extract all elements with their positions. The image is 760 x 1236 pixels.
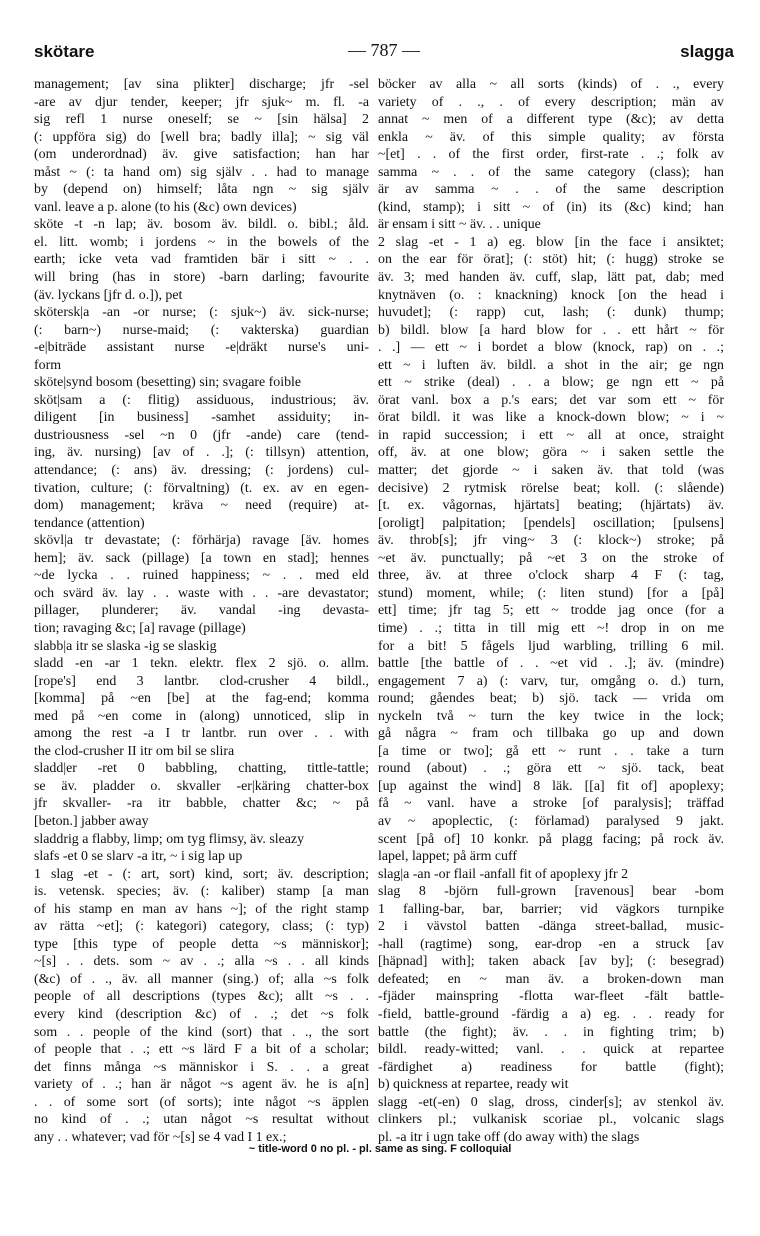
entry-line: -hall (ragtime) song, ear-drop -en a struck [av	[378, 936, 724, 952]
entry-line: [t. ex. vågornas, hjärtats] beating; (hjärtats) äv.	[378, 498, 724, 514]
entry-line: of people that . .; ett ~s lärd F a bit of a scholar;	[34, 1042, 369, 1058]
entry-line: pl. -a itr i ugn take off (do away with) the slags	[378, 1129, 640, 1145]
entry-line: (&c) of . ., äv. all manner (sing.) of; alla ~s folk	[34, 971, 369, 987]
entry-line: skövl|a tr devastate; (: förhärja) ravage [äv. homes	[34, 533, 369, 549]
entry-line: slag|a -an -or flail -anfall fit of apoplexy jfr 2	[378, 866, 629, 882]
entry-line: dustriousness -sel ~n 0 (jfr -ande) care (tend-	[34, 427, 369, 443]
entry-line: det finns många ~s människor i S. . . a great	[34, 1059, 369, 1075]
entry-line: attendance; (: ans) äv. dressing; (: jordens) cul-	[34, 463, 369, 479]
entry-line: [häpnad] with]; taken aback [av by]; (: besegrad)	[378, 954, 724, 970]
entry-line: enkla ~ äv. of this simple quality; av första	[378, 129, 724, 145]
entry-line: dom) management; kräva ~ need (require) at-	[34, 498, 369, 514]
footnote: ~ title-word 0 no pl. - pl. same as sing. F colloquial	[248, 1143, 512, 1155]
entry-line: people of all descriptions (types &c); allt ~s . .	[34, 989, 369, 1005]
entry-line: tion; ravaging &c; [a] ravage (pillage)	[34, 620, 246, 636]
entry-line: slabb|a itr se slaska -ig se slaskig	[34, 638, 217, 654]
entry-line: gå några ~ fram och tillbaka go up and down	[378, 726, 724, 742]
entry-line: -field, battle-ground -färdig a a) eg. . . ready for	[378, 1006, 724, 1022]
entry-line: tivation, culture; (: förvaltning) (t. ex. av en egen-	[34, 480, 369, 496]
entry-line: ett] time; jfr tag 5; ett ~ trodde jag once (for a	[378, 603, 724, 619]
entry-line: slag 8 -björn full-grown [ravenous] bear -bom	[378, 884, 724, 900]
entry-line: med på ~en come in (along) unnoticed, slip in	[34, 708, 369, 724]
entry-line: ett ~ i luften äv. bildl. a shot in the air; ge ngn	[378, 357, 724, 373]
entry-line: slafs -et 0 se slarv -a itr, ~ i sig lap up	[34, 849, 243, 865]
entry-line: lapel, lappet; på ärm cuff	[378, 849, 517, 865]
entry-line: måst ~ (: ta hand om) sig själv . . had to manage	[34, 164, 369, 180]
entry-line: se äv. pladder o. skvaller -er|käring chatter-box	[34, 778, 369, 794]
entry-line: (kind, stamp); i sitt ~ of (in) its (&c) kind; han	[378, 199, 724, 215]
entry-line: 1 slag -et - (: art, sort) kind, sort; äv. description;	[34, 866, 369, 882]
entry-line: 2 slag -et - 1 a) eg. blow [in the face i ansiktet;	[378, 234, 724, 250]
entry-line: huvudet]; (: rapp) cut, lash; (: dunk) thump;	[378, 305, 724, 321]
entry-line: el. litt. womb; i jordens ~ in the bowels of the	[34, 234, 369, 250]
entry-line: skötersk|a -an -or nurse; (: sjuk~) äv. sick-nurse;	[34, 305, 369, 321]
entry-line: battle (the fight); äv. . . in fighting trim; b)	[378, 1024, 724, 1040]
left-headword: skötare	[34, 42, 95, 61]
entry-line: defeated; en ~ man äv. a broken-down man	[378, 971, 724, 987]
entry-line: -fjäder mainspring -flotta war-fleet -fält battle-	[378, 989, 724, 1005]
entry-line: three, äv. at three o'clock sharp 4 F (: tag,	[378, 568, 724, 584]
entry-line: variety of . ., . of every description; män av	[378, 94, 724, 110]
left-column	[34, 76, 369, 1145]
entry-line: pillager, plunderer; äv. vandal -ing devasta-	[34, 603, 369, 619]
entry-line: slagg -et(-en) 0 slag, dross, cinder[s]; av stenkol äv.	[378, 1094, 724, 1110]
page-header	[34, 36, 734, 66]
entry-line: stund) moment, while; (: liten stund) [for a [på]	[378, 585, 724, 601]
entry-line: time) . .; titta in till mig ett ~! drop in on me	[378, 620, 724, 636]
entry-line: -are av djur tender, keeper; jfr sjuk~ m. fl. -a	[34, 94, 369, 110]
entry-line: round (about) . .; göra ett ~ sjö. tack, beat	[378, 761, 724, 777]
entry-line: örat bildl. it was like a knock-down blow; ~ i ~	[378, 410, 724, 426]
entry-line: b) bildl. blow [a hard blow for . . ett hårt ~ för	[378, 322, 724, 338]
entry-line: (: uppföra sig) do [well bra; badly illa]; ~ sig väl	[34, 129, 369, 145]
entry-line: sig refl 1 nurse oneself; se ~ [sin hälsa] 2	[34, 112, 369, 128]
entry-line: äv. throb[s]; jfr ving~ 3 (: klock~) stroke; på	[378, 533, 724, 549]
entry-line: annat ~ men of a different type (&c); av detta	[378, 112, 724, 128]
entry-line: sladd|er -ret 0 babbling, chatting, tittle-tattle;	[34, 761, 369, 777]
entry-line: äv. 3; med handen äv. cuff, slap, lätt pat, dab; med	[378, 270, 724, 286]
entry-line: örat vanl. box a p.'s ears; det var som ett ~ för	[378, 392, 724, 408]
entry-line: round; gåendes beat; b) sjö. tack — vrida om	[378, 691, 724, 707]
entry-line: ~et äv. punctually; på ~et 3 on the stroke of	[378, 550, 724, 566]
entry-line: sladd -en -ar 1 tekn. elektr. flex 2 sjö. o. allm.	[34, 656, 369, 672]
entry-line: jfr skvaller- -ra itr babble, chatter &c; ~ på	[34, 796, 369, 812]
entry-line: (äv. lyckans [jfr d. o.]), pet	[34, 287, 183, 303]
entry-line: type [this type of people detta ~s människor];	[34, 936, 369, 952]
entry-line: sköte|synd bosom (besetting) sin; svagare foible	[34, 375, 302, 391]
entry-line: earth; icke veta vad framtiden bär i sitt ~ . .	[34, 252, 369, 268]
entry-line: vanl. leave a p. alone (to his (&c) own devices)	[34, 199, 297, 215]
entry-line: in rapid succession; i ett ~ all at once, straight	[378, 427, 724, 443]
entry-line: battle [the battle of . . ~et vid . .]; äv. (mindre)	[378, 656, 724, 672]
entry-line: -e|biträde assistant nurse -e|dräkt nurse's uni-	[34, 340, 369, 356]
entry-line: nyckeln två ~ turn the key twice in the lock;	[378, 708, 724, 724]
entry-line: samma ~ . . of the same category (class); han	[378, 164, 724, 180]
entry-line: (: barn~) nurse-maid; (: vakterska) guardian	[34, 322, 369, 338]
entry-line: clinkers pl.; vulkanisk scoriae pl., volcanic slags	[378, 1112, 724, 1128]
entry-line: av ~ apoplectic, (: förlamad) paralysed 9 jakt.	[378, 813, 724, 829]
entry-line: management; [av sina plikter] discharge; jfr -sel	[34, 77, 369, 92]
entry-line: ~de lycka . . ruined happiness; ~ . . med eld	[34, 568, 369, 584]
entry-line: av rätta ~et]; (: kategori) category, class; (: typ)	[34, 919, 369, 935]
entry-line: [beton.] jabber away	[34, 813, 149, 829]
entry-line: 1 falling-bar, bar, barrier; vid vägkors turnpike	[378, 901, 724, 917]
entry-line: -färdighet a) readiness for battle (fight);	[378, 1059, 724, 1075]
entry-line: sköt|sam a (: flitig) assiduous, industrious; äv.	[34, 392, 369, 408]
entry-line: scent [på of] 10 konkr. på plagg facing; på rock äv.	[378, 831, 724, 847]
entry-line: ett ~ strike (deal) . . a blow; ge ngn ett ~ på	[378, 375, 724, 391]
entry-line: for a bit! 5 fågels ljud warbling, trilling 6 mil.	[378, 638, 724, 654]
entry-line: som . . people of the kind (sort) that . ., the sort	[34, 1024, 369, 1040]
entry-line: form	[34, 357, 62, 373]
entry-line: engagement 7 a) (: varv, tur, omgång o. d.) turn,	[378, 673, 724, 689]
right-column	[378, 76, 724, 1145]
entry-line: ~[s] . . dets. som ~ av . .; alla ~s . . all kinds	[34, 954, 369, 970]
entry-line: on the ear för örat]; (: stöt) hit; (: hugg) stroke se	[378, 252, 724, 268]
entry-line: no kind of . .; utan något ~s resultat without	[34, 1112, 369, 1128]
entry-line: sköte -t -n lap; äv. bosom äv. bildl. o. bibl.; åld.	[34, 217, 369, 233]
entry-line: [rope's] end 3 lantbr. clod-crusher 4 bildl.,	[34, 673, 369, 689]
entry-line: will bring (has in store) -barn darling; favourite	[34, 270, 369, 286]
entry-line: b) quickness at repartee, ready wit	[378, 1077, 569, 1093]
entry-line: och svärd äv. lay . . waste with . . -are devastator;	[34, 585, 369, 601]
entry-line: hem]; äv. sack (pillage) [a town en stad]; hennes	[34, 550, 369, 566]
entry-line: every kind (description &c) of . .; det ~s folk	[34, 1006, 369, 1022]
entry-line: knytnäven (o. : knackning) knock [on the head i	[378, 287, 724, 303]
entry-line: decisive) 2 rytmisk rörelse beat; koll. (: slående)	[378, 480, 724, 496]
entry-line: [komma] på ~en [be] at the fag-end; komma	[34, 691, 369, 707]
entry-line: böcker av alla ~ all sorts (kinds) of . ., every	[378, 77, 724, 92]
entry-line: . . of some sort (of sorts); inte något ~s äpplen	[34, 1094, 369, 1110]
entry-line: diligent [in business] -samhet assiduity; in-	[34, 410, 369, 426]
entry-line: of his stamp en man av hans ~]; of the right stamp	[34, 901, 369, 917]
entry-line: (om underordnad) äv. give satisfaction; han har	[34, 147, 369, 163]
entry-line: matter; det gjorde ~ i saken äv. that told (was	[378, 463, 724, 479]
entry-line: [up against the wind] 8 läk. [[a] fit of] apoplexy;	[378, 778, 724, 794]
entry-line: . .] — ett ~ i bordet a blow (knock, rap) on . .;	[378, 340, 724, 356]
page-number: — 787 —	[348, 40, 420, 60]
entry-line: är av samma ~ . . of the same description	[378, 182, 724, 198]
entry-line: bildl. ready-witted; vanl. . . quick at repartee	[378, 1042, 724, 1058]
entry-line: is. vetensk. species; äv. (: kaliber) stamp [a man	[34, 884, 369, 900]
entry-line: variety of . .; han är något ~s agent äv. he is a[n]	[34, 1077, 369, 1093]
entry-line: [oroligt] palpitation; [pendels] oscillation; [pulsens]	[378, 515, 724, 531]
entry-line: 2 i vävstol batten -dänga street-ballad, music-	[378, 919, 724, 935]
right-headword: slagga	[680, 42, 734, 61]
entry-line: any . . whatever; vad för ~[s] se 4 vad I 1 ex.;	[34, 1129, 287, 1145]
entry-line: [a time or two]; gå ett ~ runt . . take a turn	[378, 743, 724, 759]
entry-line: få ~ vanl. have a stroke [of paralysis]; träffad	[378, 796, 724, 812]
entry-line: the clod-crusher II itr om bil se slira	[34, 743, 235, 759]
entry-line: är ensam i sitt ~ äv. . . unique	[378, 217, 541, 233]
entry-line: ing, äv. nursing) [av of . .]; (: tillsyn) attention,	[34, 445, 369, 461]
entry-line: tendance (attention)	[34, 515, 145, 531]
entry-line: sladdrig a flabby, limp; om tyg flimsy, äv. sleazy	[34, 831, 305, 847]
entry-line: ~[et] . . of the first order, first-rate . .; folk av	[378, 147, 724, 163]
entry-line: by (depend on) himself; låta ngn ~ sig själv	[34, 182, 369, 198]
entry-line: off, äv. at one blow; göra ~ i saken settle the	[378, 445, 724, 461]
entry-line: among the rest -a I tr lantbr. run over . . with	[34, 726, 369, 742]
